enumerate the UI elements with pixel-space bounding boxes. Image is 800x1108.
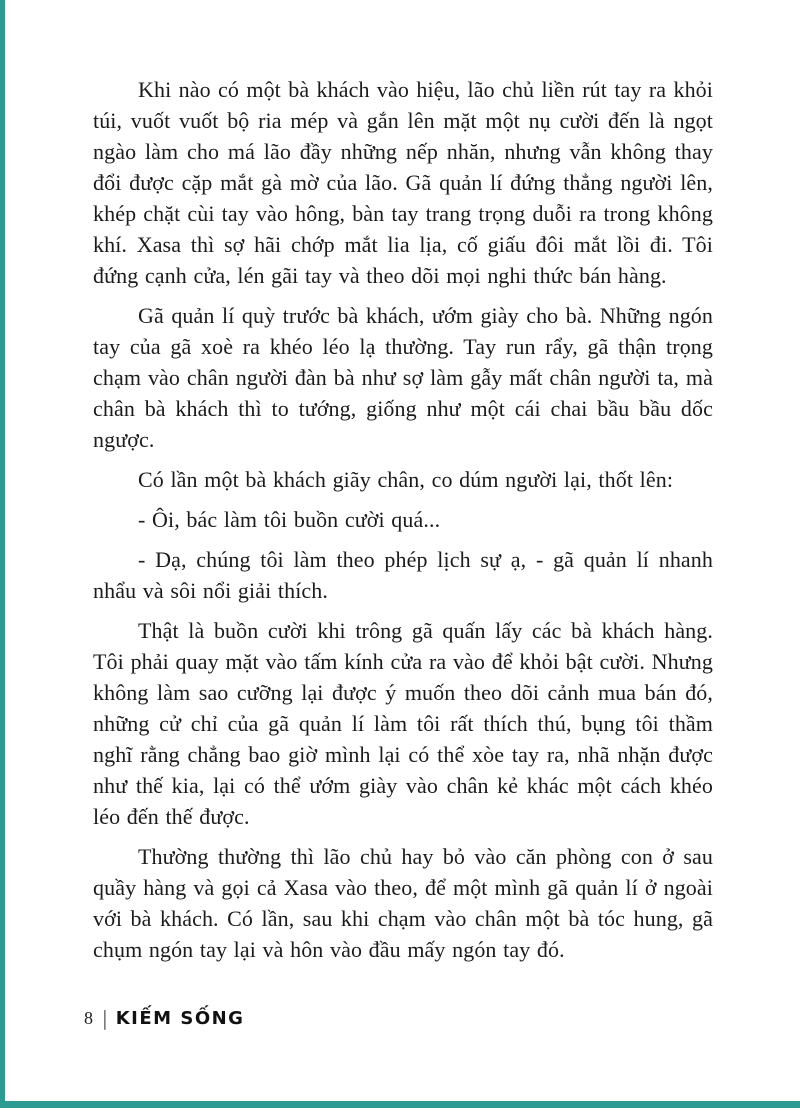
body-text [93,74,713,974]
paragraph-3: Có lần một bà khách giãy chân, co dúm người lại, thốt lên: [138,467,674,492]
footer-separator: | [102,1007,108,1030]
paragraph-4-dialogue: - Ôi, bác làm tôi buồn cười quá... [138,507,441,532]
paragraph-2: Gã quản lí quỳ trước bà khách, ướm giày cho bà. Những ngón tay của gã xoè ra khéo léo lạ thường. Tay run rẩy, gã thận trọng chạm vào chân người đàn bà như sợ làm gẫy mất chân người ta, mà chân bà khách thì to tướng, giống như một cái chai bầu bầu dốc ngược. [93,303,713,452]
page-edge-bottom [0,1101,800,1108]
book-title: KIẾM SỐNG [115,1008,245,1029]
page-edge-left [0,0,5,1108]
page-number: 8 [84,1008,93,1028]
page-footer [84,1008,244,1029]
paragraph-6: Thật là buồn cười khi trông gã quấn lấy các bà khách hàng. Tôi phải quay mặt vào tấm kính cửa ra vào để khỏi bật cười. Nhưng không làm sao cưỡng lại được ý muốn theo dõi cảnh mua bán đó, những cử chỉ của gã quản lí làm tôi rất thích thú, bụng tôi thầm nghĩ rằng chẳng bao giờ mình lại có thể xòe tay ra, nhã nhặn được như thế kia, lại có thể ướm giày vào chân kẻ khác một cách khéo léo đến thế được. [93,618,713,829]
paragraph-7: Thường thường thì lão chủ hay bỏ vào căn phòng con ở sau quầy hàng và gọi cả Xasa vào theo, để một mình gã quản lí ở ngoài với bà khách. Có lần, sau khi chạm vào chân một bà tóc hung, gã chụm ngón tay lại và hôn vào đầu mấy ngón tay đó. [93,844,713,962]
paragraph-5-dialogue: - Dạ, chúng tôi làm theo phép lịch sự ạ, - gã quản lí nhanh nhẩu và sôi nổi giải thích. [93,547,713,603]
paragraph-1: Khi nào có một bà khách vào hiệu, lão chủ liền rút tay ra khỏi túi, vuốt vuốt bộ ria mép và gắn lên mặt một nụ cười đến là ngọt ngào làm cho má lão đầy những nếp nhăn, nhưng vẫn không thay đổi được cặp mắt gà mờ của lão. Gã quản lí đứng thẳng người lên, khép chặt cùi tay vào hông, bàn tay trang trọng duỗi ra trong không khí. Xasa thì sợ hãi chớp mắt lia lịa, cố giấu đôi mắt lồi đi. Tôi đứng cạnh cửa, lén gãi tay và theo dõi mọi nghi thức bán hàng. [93,77,713,288]
